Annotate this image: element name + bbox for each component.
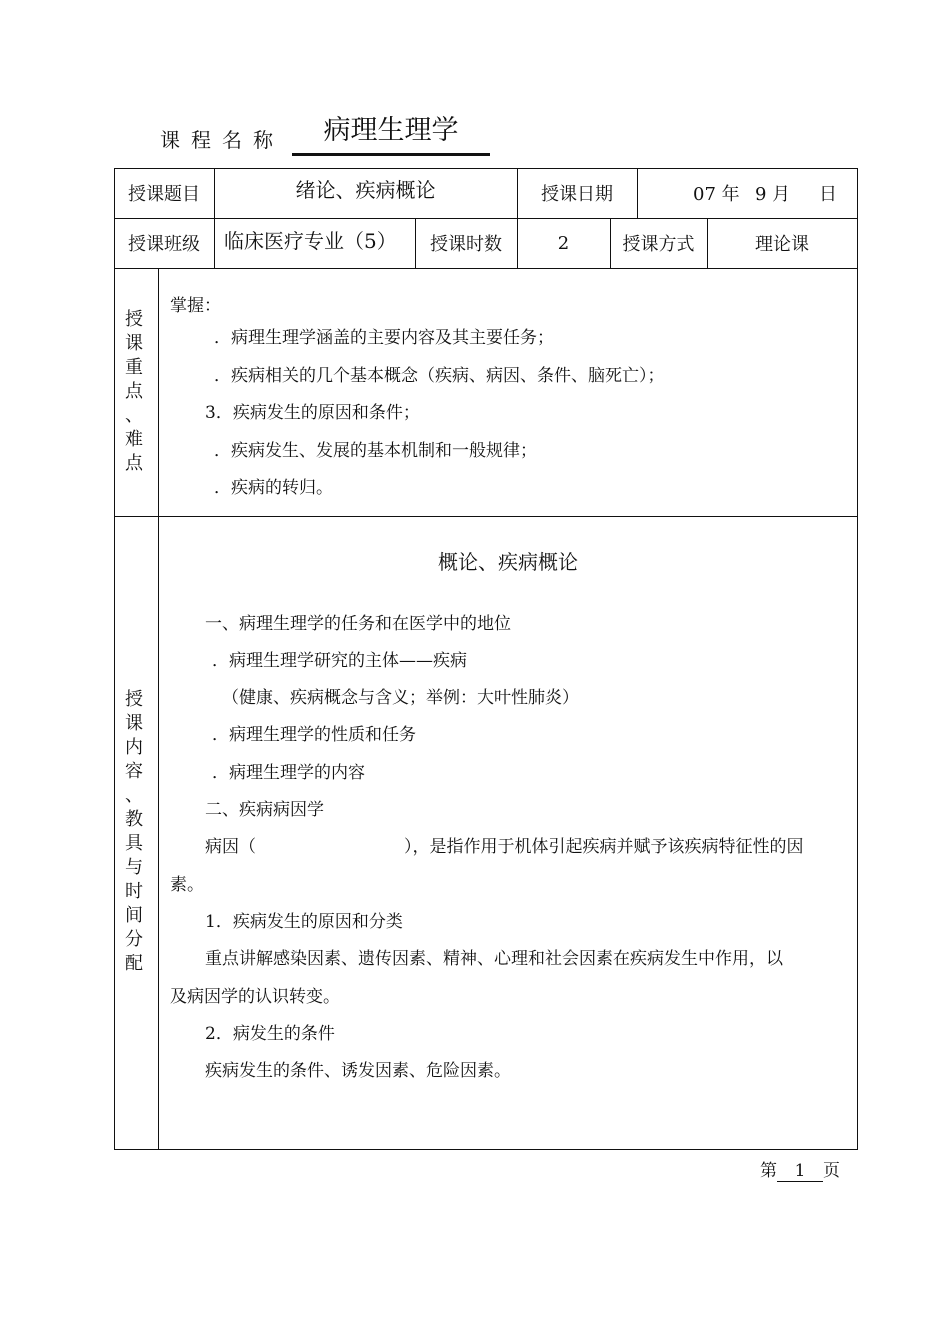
- content-line: 病因（: [205, 837, 256, 857]
- page-num: 1: [777, 1161, 823, 1182]
- side-char: 容: [125, 761, 143, 782]
- content-line: ．病理生理学研究的主体——疾病: [212, 651, 467, 671]
- date-label: 授课日期: [541, 184, 613, 205]
- focus-side-label: [114, 308, 154, 476]
- side-char: 授: [125, 309, 143, 330]
- date-year: 07 年: [693, 184, 740, 205]
- content-side-label: [114, 688, 154, 976]
- class-label: 授课班级: [128, 234, 200, 255]
- focus-item: 3．疾病发生的原因和条件；: [205, 403, 420, 423]
- course-name-label: 课程名称: [160, 128, 284, 152]
- side-char: 教: [125, 809, 143, 830]
- content-line: 二、疾病病因学: [205, 800, 324, 820]
- topic-value: 绪论、疾病概论: [295, 177, 436, 202]
- side-char: 内: [125, 737, 143, 758]
- focus-item: ．疾病相关的几个基本概念（疾病、病因、条件、脑死亡）；: [214, 366, 665, 386]
- content-line: 及病因学的认识转变。: [170, 987, 340, 1007]
- focus-heading: 掌握：: [170, 296, 221, 316]
- side-char: 分: [125, 929, 143, 950]
- content-line: ．病理生理学的内容: [212, 763, 365, 783]
- content-line: 素。: [170, 875, 204, 895]
- class-value: 临床医疗专业（5）: [224, 228, 397, 253]
- method-label: 授课方式: [622, 234, 695, 255]
- content-title: 概论、疾病概论: [438, 550, 578, 574]
- method-value: 理论课: [755, 234, 809, 255]
- side-char: 、: [125, 785, 143, 806]
- content-line: 2．病发生的条件: [205, 1024, 335, 1044]
- page-prefix: 第: [760, 1161, 777, 1181]
- page-suffix: 页: [823, 1161, 840, 1181]
- content-line: 疾病发生的条件、诱发因素、危险因素。: [205, 1061, 511, 1081]
- page-number: [760, 1156, 840, 1182]
- side-char: 间: [125, 905, 143, 926]
- date-value: [637, 168, 857, 218]
- side-char: 与: [125, 857, 143, 878]
- focus-item: ．疾病发生、发展的基本机制和一般规律；: [214, 441, 537, 461]
- date-month: 9 月: [755, 184, 791, 205]
- side-char: 点: [125, 453, 143, 474]
- course-name-value: 病理生理学: [292, 112, 490, 156]
- hours-value: 2: [557, 232, 570, 254]
- focus-item: ．病理生理学涵盖的主要内容及其主要任务；: [214, 328, 554, 348]
- content-line: （健康、疾病概念与含义；举例：大叶性肺炎）: [222, 688, 579, 708]
- content-line: ），是指作用于机体引起疾病并赋予该疾病特征性的因: [404, 837, 804, 857]
- content-line: 1．疾病发生的原因和分类: [205, 912, 403, 932]
- side-char: 课: [125, 333, 143, 354]
- content-line: 重点讲解感染因素、遗传因素、精神、心理和社会因素在疾病发生中作用，以: [205, 949, 783, 969]
- side-char: 时: [125, 881, 143, 902]
- focus-item: ．疾病的转归。: [214, 478, 333, 498]
- side-char: 课: [125, 713, 143, 734]
- hours-label: 授课时数: [430, 234, 502, 255]
- date-day: 日: [819, 184, 837, 205]
- content-line: ．病理生理学的性质和任务: [212, 725, 416, 745]
- content-line: 一、病理生理学的任务和在医学中的地位: [205, 614, 511, 634]
- side-char: 难: [125, 429, 143, 450]
- side-char: 点: [125, 381, 143, 402]
- side-char: 具: [125, 833, 143, 854]
- side-char: 重: [125, 357, 143, 378]
- side-char: 、: [125, 405, 143, 426]
- side-char: 授: [125, 689, 143, 710]
- topic-label: 授课题目: [128, 184, 200, 205]
- side-char: 配: [125, 953, 143, 974]
